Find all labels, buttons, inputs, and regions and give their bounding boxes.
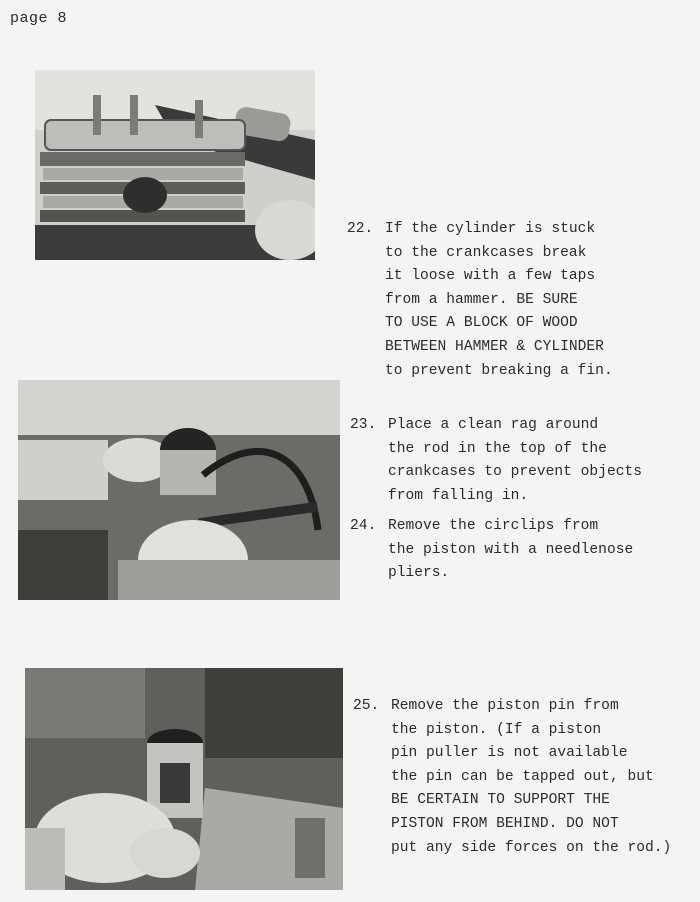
step-line: the piston. (If a piston [391, 721, 602, 738]
step-25 [353, 695, 693, 865]
step-line: PISTON FROM BEHIND. DO NOT [391, 815, 619, 832]
step-line: from a hammer. BE SURE [385, 291, 578, 308]
step-22 [347, 218, 687, 388]
step-number: 23. [350, 417, 377, 433]
step-line: BETWEEN HAMMER & CYLINDER [385, 338, 604, 355]
photo-piston-pin [25, 668, 343, 890]
step-line: the piston with a needlenose [388, 541, 634, 558]
step-line: pin puller is not available [391, 745, 628, 762]
photo-circlip-pliers [18, 380, 340, 600]
step-line: the pin can be tapped out, but [391, 768, 654, 785]
step-line: from falling in. [388, 487, 529, 504]
step-line: Place a clean rag around [388, 417, 599, 433]
step-line: to the crankcases break [385, 244, 587, 261]
step-line: TO USE A BLOCK OF WOOD [385, 315, 578, 332]
page-number: page 8 [10, 10, 68, 27]
step-line: the rod in the top of the [388, 440, 607, 457]
step-23 [350, 414, 690, 514]
step-line: Remove the piston pin from [391, 698, 619, 714]
step-line: pliers. [388, 565, 450, 582]
step-number: 25. [353, 698, 380, 714]
step-line: Remove the circlips from [388, 518, 599, 534]
step-line: BE CERTAIN TO SUPPORT THE [391, 792, 610, 809]
step-line: If the cylinder is stuck [385, 221, 596, 237]
step-number: 24. [350, 518, 377, 534]
step-number: 22. [347, 221, 374, 237]
step-line: to prevent breaking a fin. [385, 362, 613, 379]
photo-cylinder-hammer [35, 70, 315, 260]
step-line: crankcases to prevent objects [388, 464, 642, 481]
step-24 [350, 515, 690, 590]
step-line: it loose with a few taps [385, 268, 596, 285]
step-line: put any side forces on the rod.) [391, 839, 672, 856]
